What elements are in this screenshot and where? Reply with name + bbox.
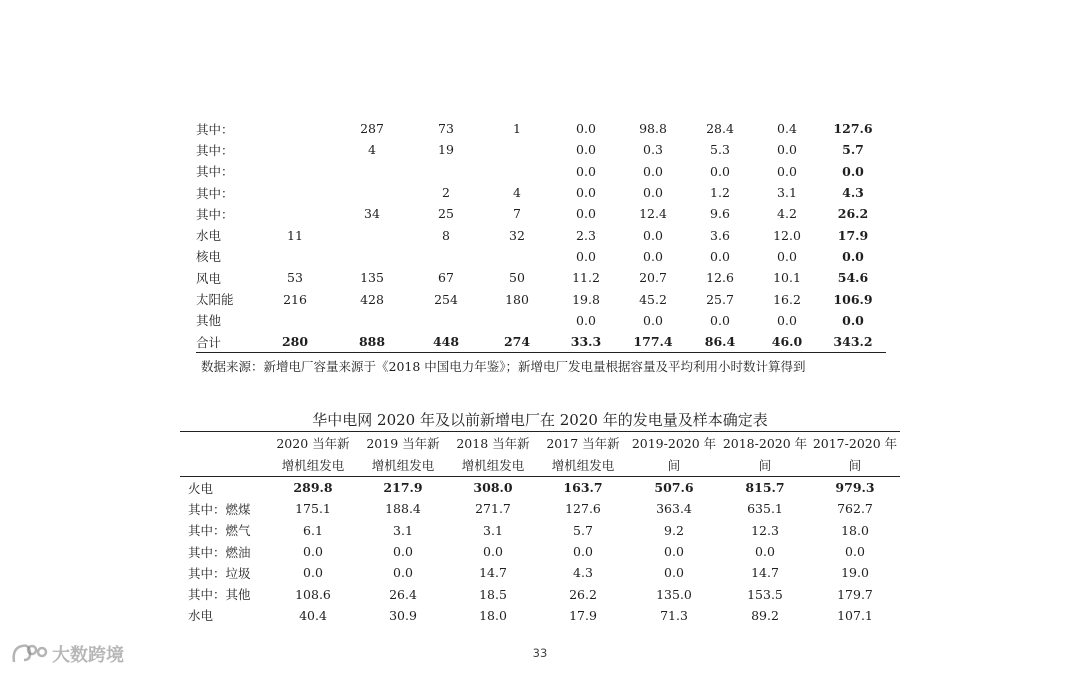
table-cell: 2: [442, 185, 450, 201]
table-cell: 163.7: [563, 480, 603, 496]
table-title: 华中电网 2020 年及以前新增电厂在 2020 年的发电量及样本确定表: [312, 411, 768, 429]
table-cell: 0.0: [664, 565, 684, 581]
row-label: 其中：燃煤: [188, 501, 251, 517]
table-cell: 0.0: [777, 312, 797, 328]
table-cell: 108.6: [295, 586, 331, 602]
column-header: 2017-2020 年: [810, 432, 900, 455]
table-cell: 0.4: [777, 121, 797, 137]
table-cell: 19.8: [572, 291, 600, 307]
total-cell: 5.7: [842, 142, 864, 158]
column-header: 2020 当年新: [268, 432, 358, 455]
table-cell: 89.2: [751, 607, 779, 623]
table-cell: [482, 310, 552, 331]
table-cell: 11: [287, 227, 303, 243]
table-cell: 0.0: [710, 248, 730, 264]
table-cell: 0.0: [643, 248, 663, 264]
row-label: 水电: [188, 608, 214, 624]
total-cell: 0.0: [842, 163, 864, 179]
table-cell: 254: [434, 291, 458, 307]
column-header: [180, 432, 268, 455]
column-header: 间: [628, 454, 720, 477]
table-cell: 274: [482, 331, 552, 353]
table-cell: [482, 246, 552, 267]
table-cell: 0.0: [576, 121, 596, 137]
table-cell: 0.0: [664, 544, 684, 560]
table-cell: 180: [505, 291, 529, 307]
table-cell: 16.2: [773, 291, 801, 307]
table-cell: [334, 246, 410, 267]
table-cell: 12.4: [639, 206, 667, 222]
table-cell: 45.2: [639, 291, 667, 307]
column-header: 增机组发电: [448, 454, 538, 477]
table-cell: 0.0: [643, 163, 663, 179]
table-cell: 428: [360, 291, 384, 307]
table-cell: 289.8: [293, 480, 333, 496]
table-cell: [256, 310, 334, 331]
total-cell: 343.2: [820, 331, 886, 353]
table-cell: 188.4: [385, 501, 421, 517]
table-cell: 26.2: [569, 586, 597, 602]
table-cell: 175.1: [295, 501, 331, 517]
table-cell: 4.3: [573, 565, 593, 581]
table-cell: 4: [513, 185, 521, 201]
watermark: [10, 641, 124, 667]
table-cell: 34: [364, 206, 380, 222]
header-row: [180, 454, 900, 477]
table-cell: 0.0: [777, 142, 797, 158]
table-cell: 216: [283, 291, 307, 307]
table-cell: 0.0: [777, 163, 797, 179]
table-cell: 448: [410, 331, 482, 353]
table-cell: [334, 161, 410, 182]
table-cell: 26.4: [389, 586, 417, 602]
row-label: 其中：垃圾: [188, 565, 251, 581]
column-header: 增机组发电: [358, 454, 448, 477]
row-label: 合计: [196, 331, 256, 353]
table-cell: [482, 139, 552, 160]
table-cell: 11.2: [572, 270, 600, 286]
header-row: [180, 432, 900, 455]
row-label: 其中：燃气: [188, 523, 251, 539]
table-cell: 3.1: [483, 522, 503, 538]
table-cell: 8: [442, 227, 450, 243]
table-cell: 5.3: [710, 142, 730, 158]
table-cell: 1.2: [710, 185, 730, 201]
table-cell: 10.1: [773, 270, 801, 286]
table-cell: 98.8: [639, 121, 667, 137]
table-cell: 287: [360, 121, 384, 137]
row-label: 其中：: [196, 206, 234, 222]
table-cell: [334, 224, 410, 245]
table-cell: 1: [513, 121, 521, 137]
table-cell: 979.3: [835, 480, 875, 496]
table-cell: 32: [509, 227, 525, 243]
table-cell: 33.3: [552, 331, 620, 353]
row-label: 核电: [196, 249, 222, 265]
table-row: [180, 583, 900, 604]
total-cell: 4.3: [842, 185, 864, 201]
table-cell: 0.0: [393, 565, 413, 581]
column-header: 2017 当年新: [538, 432, 628, 455]
table-cell: 67: [438, 270, 454, 286]
table-cell: 0.0: [643, 312, 663, 328]
table-cell: 0.3: [643, 142, 663, 158]
total-cell: 0.0: [842, 248, 864, 264]
table-cell: [256, 139, 334, 160]
table-cell: 46.0: [754, 331, 820, 353]
column-header: 2018-2020 年: [720, 432, 810, 455]
table-row: [180, 477, 900, 499]
table-cell: 25: [438, 206, 454, 222]
table-cell: [410, 310, 482, 331]
table-cell: 12.3: [751, 522, 779, 538]
table-cell: 2.3: [576, 227, 596, 243]
table-cell: 179.7: [837, 586, 873, 602]
table-cell: 0.0: [777, 248, 797, 264]
total-cell: 106.9: [833, 291, 873, 307]
table-cell: 17.9: [569, 607, 597, 623]
table-cell: [334, 182, 410, 203]
table-row: [180, 541, 900, 562]
row-label: 其中：: [196, 121, 234, 137]
table-cell: 53: [287, 270, 303, 286]
table-cell: 3.1: [777, 185, 797, 201]
table-cell: 0.0: [755, 544, 775, 560]
table-cell: 3.6: [710, 227, 730, 243]
table-cell: 4: [368, 142, 376, 158]
table-cell: 135.0: [656, 586, 692, 602]
table-row: [180, 605, 900, 626]
row-label: 水电: [196, 228, 222, 244]
table-cell: 18.5: [479, 586, 507, 602]
total-cell: 0.0: [842, 312, 864, 328]
table-row: [196, 246, 886, 267]
table-cell: 815.7: [745, 480, 785, 496]
table-cell: 127.6: [565, 501, 601, 517]
table-cell: [256, 118, 334, 139]
table-cell: 19: [438, 142, 454, 158]
table-cell: 0.0: [303, 544, 323, 560]
table-cell: 6.1: [303, 522, 323, 538]
table-cell: [256, 246, 334, 267]
total-cell: 54.6: [837, 270, 869, 286]
table-cell: 0.0: [393, 544, 413, 560]
table-row: [196, 203, 886, 224]
table-row: [196, 118, 886, 139]
table-cell: 0.0: [303, 565, 323, 581]
table-cell: 18.0: [479, 607, 507, 623]
table-cell: 107.1: [837, 607, 873, 623]
table-cell: 0.0: [845, 544, 865, 560]
table-cell: 7: [513, 206, 521, 222]
column-header: 增机组发电: [268, 454, 358, 477]
table-cell: 12.0: [773, 227, 801, 243]
table-cell: 217.9: [383, 480, 423, 496]
table-row: [196, 331, 886, 353]
row-label: 风电: [196, 270, 222, 286]
table-cell: 0.0: [576, 206, 596, 222]
page-number: 33: [532, 646, 548, 660]
table-cell: 50: [509, 270, 525, 286]
column-header: 2019-2020 年: [628, 432, 720, 455]
column-header: 间: [720, 454, 810, 477]
table-cell: 271.7: [475, 501, 511, 517]
table-cell: 0.0: [483, 544, 503, 560]
table-cell: 19.0: [841, 565, 869, 581]
table-row: [196, 182, 886, 203]
total-cell: 17.9: [837, 227, 869, 243]
table-cell: 177.4: [620, 331, 686, 353]
row-label: 其中：: [196, 142, 234, 158]
table-cell: 308.0: [473, 480, 513, 496]
table-cell: 0.0: [573, 544, 593, 560]
table-cell: 0.0: [576, 185, 596, 201]
table-cell: 0.0: [576, 248, 596, 264]
table-row: [196, 310, 886, 331]
central-china-generation-table: [180, 431, 900, 626]
table-cell: 280: [256, 331, 334, 353]
row-label: 其中：: [196, 185, 234, 201]
table-row: [196, 267, 886, 288]
table-row: [196, 288, 886, 309]
column-header: [180, 454, 268, 477]
table-cell: 14.7: [751, 565, 779, 581]
table-row: [196, 139, 886, 160]
watermark-logo-icon: [10, 642, 48, 666]
generation-table-top: [196, 118, 886, 353]
table-cell: 0.0: [643, 227, 663, 243]
column-header: 2018 当年新: [448, 432, 538, 455]
table-cell: 0.0: [643, 185, 663, 201]
table-cell: 12.6: [706, 270, 734, 286]
table-cell: 135: [360, 270, 384, 286]
table-cell: 9.2: [664, 522, 684, 538]
row-label: 其中：: [196, 164, 234, 180]
table-cell: [410, 161, 482, 182]
total-cell: 127.6: [833, 121, 873, 137]
row-label: 其中：其他: [188, 587, 251, 603]
table-cell: 9.6: [710, 206, 730, 222]
column-header: 2019 当年新: [358, 432, 448, 455]
table-cell: 86.4: [686, 331, 754, 353]
table-cell: 18.0: [841, 522, 869, 538]
table-cell: 507.6: [654, 480, 694, 496]
table-row: [180, 562, 900, 583]
table-cell: 73: [438, 121, 454, 137]
table-cell: 762.7: [837, 501, 873, 517]
row-label: 太阳能: [196, 292, 234, 308]
table-cell: 20.7: [639, 270, 667, 286]
table-cell: 0.0: [710, 163, 730, 179]
table-cell: 5.7: [573, 522, 593, 538]
table-row: [196, 161, 886, 182]
table-cell: [256, 161, 334, 182]
table-cell: 14.7: [479, 565, 507, 581]
table-row: [180, 498, 900, 519]
table-cell: 153.5: [747, 586, 783, 602]
table-cell: 635.1: [747, 501, 783, 517]
table-cell: 0.0: [576, 163, 596, 179]
column-header: 间: [810, 454, 900, 477]
table-cell: 888: [334, 331, 410, 353]
table-row: [180, 520, 900, 541]
table-cell: 0.0: [576, 312, 596, 328]
table-cell: [256, 203, 334, 224]
total-cell: 26.2: [837, 206, 869, 222]
row-label: 火电: [188, 480, 214, 496]
table-cell: 40.4: [299, 607, 327, 623]
table-row: [196, 224, 886, 245]
table-cell: 0.0: [710, 312, 730, 328]
table-cell: 30.9: [389, 607, 417, 623]
row-label: 其中：燃油: [188, 544, 251, 560]
table-cell: 28.4: [706, 121, 734, 137]
table-cell: 25.7: [706, 291, 734, 307]
table-cell: 363.4: [656, 501, 692, 517]
watermark-text: 大数跨境: [52, 645, 124, 666]
table-cell: [410, 246, 482, 267]
table-cell: 71.3: [660, 607, 688, 623]
row-label: 其他: [196, 313, 222, 329]
table-cell: [256, 182, 334, 203]
table-cell: [334, 310, 410, 331]
table-cell: 3.1: [393, 522, 413, 538]
table-cell: [482, 161, 552, 182]
table-cell: 0.0: [576, 142, 596, 158]
data-source-note: 数据来源：新增电厂容量来源于《2018 中国电力年鉴》；新增电厂发电量根据容量及平均利用小时数计算得到: [201, 359, 806, 374]
column-header: 增机组发电: [538, 454, 628, 477]
table-cell: 4.2: [777, 206, 797, 222]
